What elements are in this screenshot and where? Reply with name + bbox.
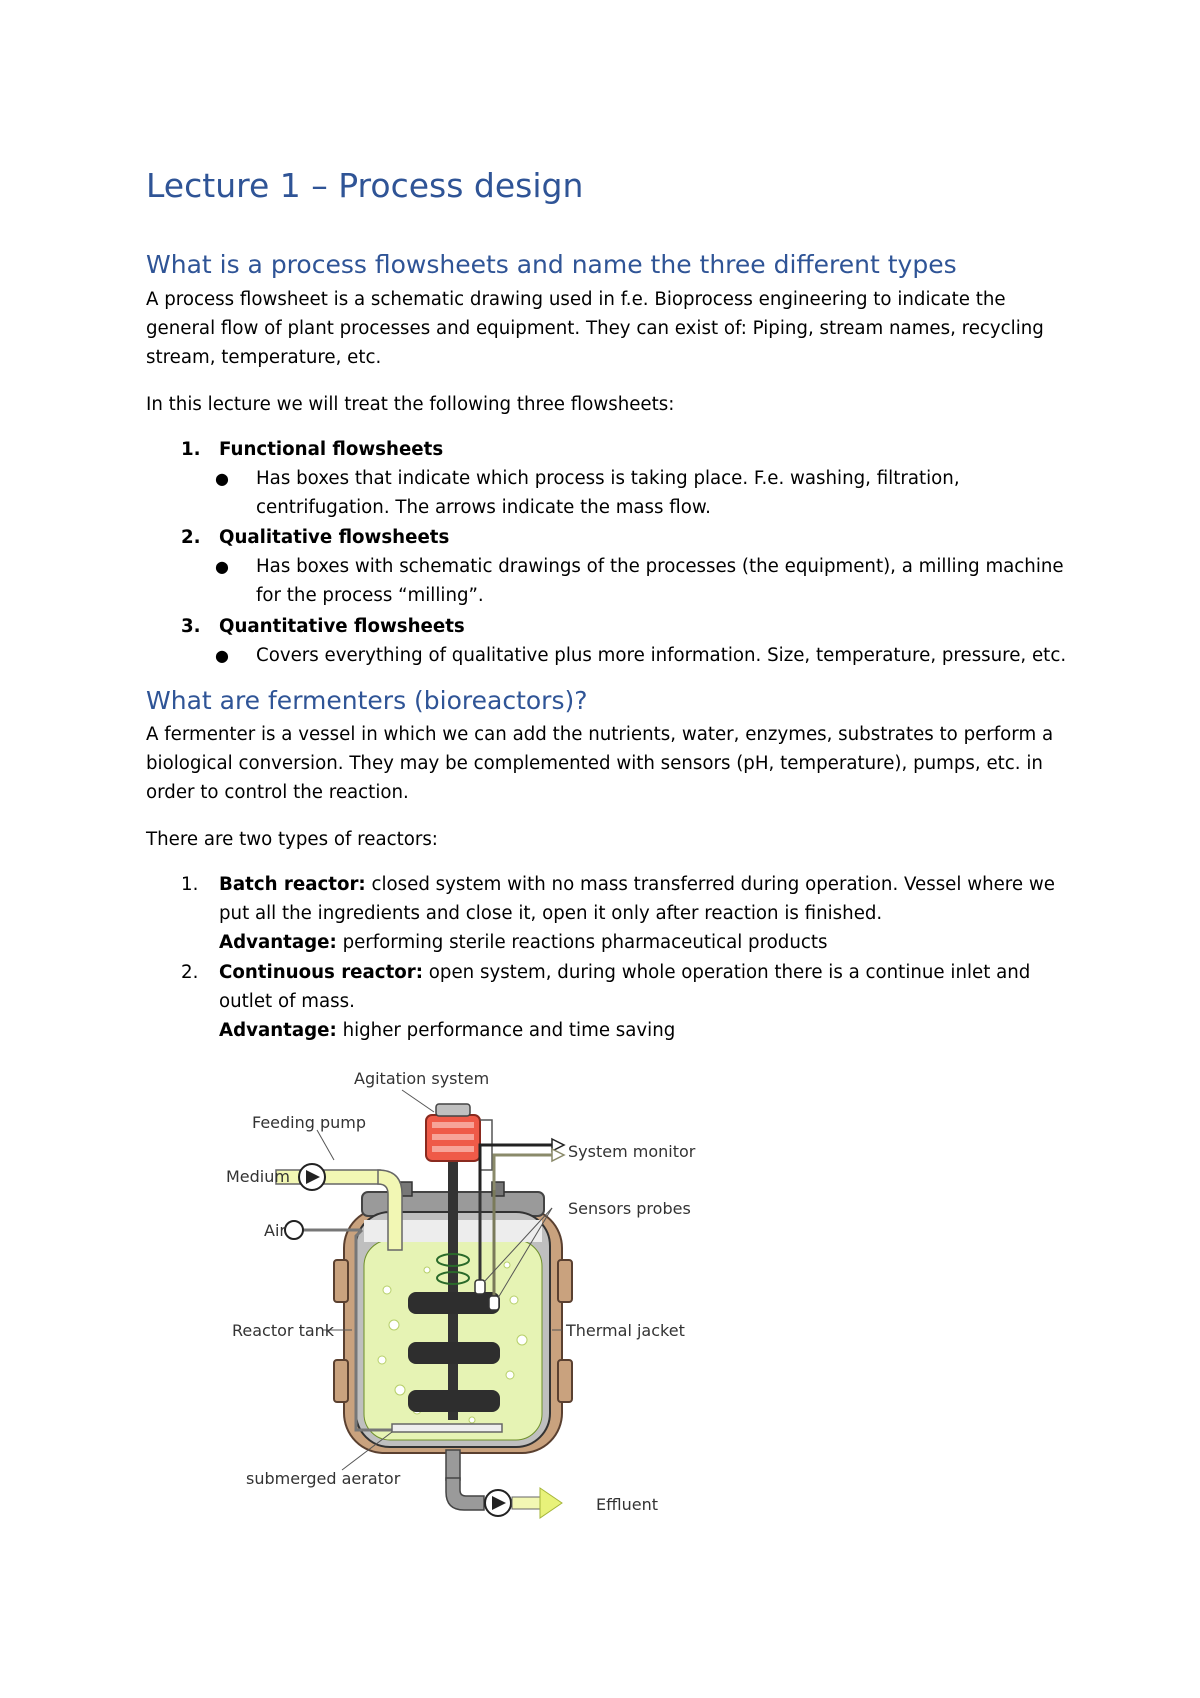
advantage-text: higher performance and time saving	[336, 1020, 676, 1041]
motor-fin	[432, 1146, 474, 1152]
list-item-label: Quantitative flowsheets	[219, 616, 465, 637]
paragraph-line: A process flowsheet is a schematic drawing used in f.e. Bioprocess engineering to indicate the	[146, 289, 1006, 310]
jacket-bolt	[334, 1260, 348, 1302]
bullet-text: Has boxes with schematic drawings of the processes (the equipment), a milling machine	[256, 556, 1064, 577]
paragraph-line: general flow of plant processes and equipment. They can exist of: Piping, stream names, recycling	[146, 318, 1044, 339]
reactor-text: outlet of mass.	[219, 991, 355, 1012]
jacket-bolt	[558, 1360, 572, 1402]
label-sensors-probes: Sensors probes	[568, 1199, 691, 1218]
list-number: 2.	[181, 962, 199, 983]
label-reactor-tank: Reactor tank	[232, 1321, 335, 1340]
paragraph-line: stream, temperature, etc.	[146, 347, 382, 368]
label-effluent: Effluent	[596, 1495, 658, 1514]
paragraph-line: biological conversion. They may be complemented with sensors (pH, temperature), pumps, etc. in	[146, 753, 1043, 774]
bullet-icon: ●	[215, 469, 229, 488]
paragraph-line: order to control the reaction.	[146, 782, 409, 803]
reactor-term: Continuous reactor:	[219, 962, 424, 983]
list-number: 2.	[181, 527, 201, 548]
bullet-icon: ●	[215, 557, 229, 576]
impeller-blade	[408, 1292, 500, 1314]
bullet-text: Covers everything of qualitative plus more information. Size, temperature, pressure, etc.	[256, 645, 1067, 666]
section-heading-flowsheets: What is a process flowsheets and name the three different types	[146, 250, 957, 279]
label-submerged-aerator: submerged aerator	[246, 1469, 401, 1488]
paragraph-line: A fermenter is a vessel in which we can add the nutrients, water, enzymes, substrates to perform a	[146, 724, 1054, 745]
list-item-label: Qualitative flowsheets	[219, 527, 450, 548]
jacket-bolt	[334, 1360, 348, 1402]
effluent-arrow-icon	[540, 1488, 562, 1518]
label-agitation-system: Agitation system	[354, 1069, 490, 1088]
sensor-probe	[475, 1280, 485, 1294]
label-system-monitor: System monitor	[568, 1142, 696, 1161]
bullet-text: Has boxes that indicate which process is taking place. F.e. washing, filtration,	[256, 468, 960, 489]
effluent-pipe	[446, 1450, 460, 1480]
bullet-icon: ●	[215, 646, 229, 665]
motor-cap	[436, 1104, 470, 1116]
motor-fin	[432, 1122, 474, 1128]
list-number: 3.	[181, 616, 201, 637]
advantage-label: Advantage:	[219, 1020, 337, 1041]
label-feeding-pump: Feeding pump	[252, 1113, 367, 1132]
advantage-label: Advantage:	[219, 932, 337, 953]
arrow-icon	[552, 1149, 564, 1161]
impeller-blade	[408, 1342, 500, 1364]
medium-pipe	[324, 1170, 380, 1184]
monitor-line	[480, 1145, 552, 1190]
reactor-text: put all the ingredients and close it, open it only after reaction is finished.	[219, 903, 883, 924]
label-medium: Medium	[226, 1167, 290, 1186]
page-title: Lecture 1 – Process design	[146, 166, 584, 205]
reactor-advantage	[219, 928, 828, 958]
label-thermal-jacket: Thermal jacket	[566, 1321, 685, 1340]
label-air: Air	[264, 1221, 286, 1240]
impeller-blade	[408, 1390, 500, 1412]
reactor-text: open system, during whole operation there is a continue inlet and	[423, 962, 1031, 983]
effluent-outlet	[512, 1497, 542, 1509]
bioreactor-diagram	[222, 1060, 702, 1530]
paragraph: In this lecture we will treat the following three flowsheets:	[146, 394, 675, 415]
reactor-advantage	[219, 1016, 675, 1046]
section-heading-fermenters: What are fermenters (bioreactors)?	[146, 686, 588, 715]
list-item-label: Functional flowsheets	[219, 439, 444, 460]
bullet-text: centrifugation. The arrows indicate the mass flow.	[256, 497, 711, 518]
sparger	[392, 1424, 502, 1432]
bioreactor-figure	[222, 1060, 702, 1530]
advantage-text: performing sterile reactions pharmaceutical products	[336, 932, 828, 953]
reactor-term: Batch reactor:	[219, 874, 366, 895]
reactor-text: closed system with no mass transferred during operation. Vessel where we	[365, 874, 1055, 895]
reactor-description	[219, 958, 1030, 988]
bullet-text: for the process “milling”.	[256, 585, 484, 606]
air-filter-icon	[285, 1221, 303, 1239]
reactor-description	[219, 870, 1055, 900]
jacket-bolt	[558, 1260, 572, 1302]
effluent-pipe-bend	[446, 1478, 484, 1510]
sensor-probe	[489, 1296, 499, 1310]
list-number: 1.	[181, 439, 201, 460]
motor-fin	[432, 1134, 474, 1140]
paragraph: There are two types of reactors:	[146, 829, 438, 850]
list-number: 1.	[181, 874, 199, 895]
